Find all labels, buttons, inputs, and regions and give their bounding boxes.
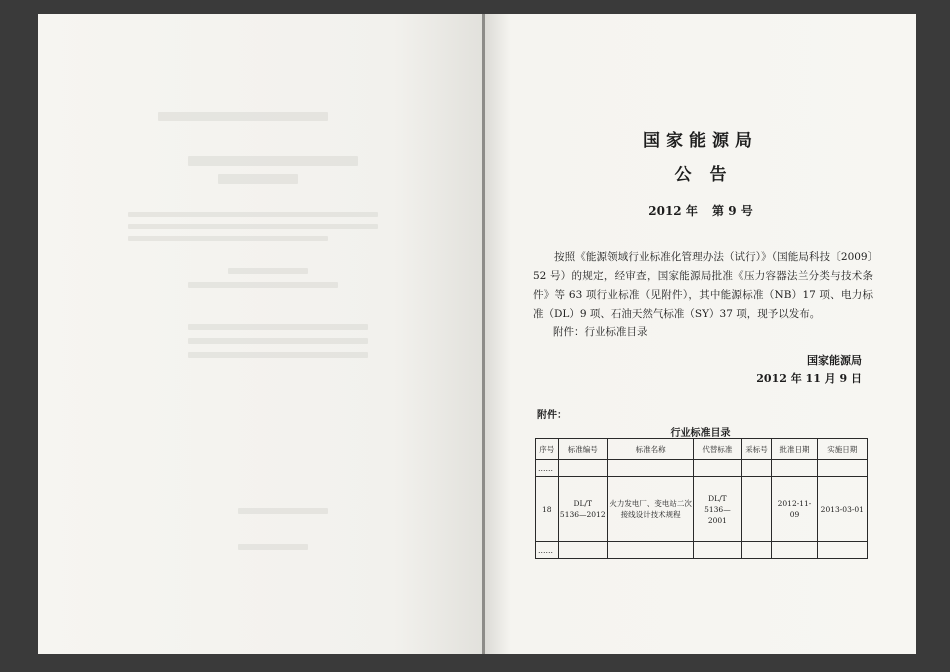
approval-date-cell: 2012-11-09 <box>772 477 817 542</box>
effective-date-cell: 2013-03-01 <box>817 477 867 542</box>
replaced-standard-prefix: DL/T <box>708 493 727 503</box>
column-header: 代替标准 <box>694 439 741 460</box>
column-header: 批准日期 <box>772 439 817 460</box>
standards-table <box>535 438 868 559</box>
right-page-announcement <box>485 14 916 654</box>
left-page-blank <box>38 14 483 654</box>
standards-table-title: 行业标准目录 <box>670 428 731 439</box>
replaced-standard-number: 5136—2001 <box>704 504 731 525</box>
row-number-cell: 18 <box>536 477 559 542</box>
annex-label: 附件： <box>537 410 567 421</box>
table-row <box>536 477 868 542</box>
attachment-reference: 附件：行业标准目录 <box>553 326 648 338</box>
table-row-ellipsis <box>536 542 868 559</box>
column-header: 序号 <box>536 439 559 460</box>
table-row-ellipsis <box>536 460 868 477</box>
announcement-issue-number: 第 9 号 <box>712 204 753 218</box>
standard-name-cell: 火力发电厂、变电站二次接线设计技术规程 <box>607 477 693 542</box>
column-header: 采标号 <box>741 439 772 460</box>
table-header-row <box>536 439 868 460</box>
signature-date: 2012 年 11 月 9 日 <box>756 372 862 385</box>
announcement-year: 2012 年 <box>648 204 698 218</box>
column-header: 标准编号 <box>558 439 607 460</box>
announcement-paragraph: 按照《能源领域行业标准化管理办法（试行）》（国能局科技〔2009〕52 号）的规定，经审查，国家能源局批准《压力容器法兰分类与技术条件》等 63 项行业标准（见附件），其中能源标准（NB）17 项、电力标准（DL）9 项、石油天然气标准（SY）37 项，现予以发布。 <box>533 251 873 320</box>
column-header: 实施日期 <box>817 439 867 460</box>
replaced-standard-cell <box>694 477 741 542</box>
standard-code-prefix: DL/T <box>573 499 593 508</box>
scanned-book-spread <box>38 14 916 654</box>
ellipsis-cell: …… <box>536 542 559 559</box>
issuing-organization-title: 国家能源局 <box>643 131 758 151</box>
announcement-body <box>533 248 873 324</box>
ellipsis-cell: …… <box>536 460 559 477</box>
announcement-number <box>485 202 916 219</box>
signature-organization: 国家能源局 <box>807 354 862 367</box>
document-type-title: 公告 <box>674 165 745 185</box>
standard-code-number: 5136—2012 <box>559 510 606 519</box>
standard-code-cell <box>558 477 607 542</box>
adopted-standard-cell <box>741 477 772 542</box>
column-header: 标准名称 <box>607 439 693 460</box>
